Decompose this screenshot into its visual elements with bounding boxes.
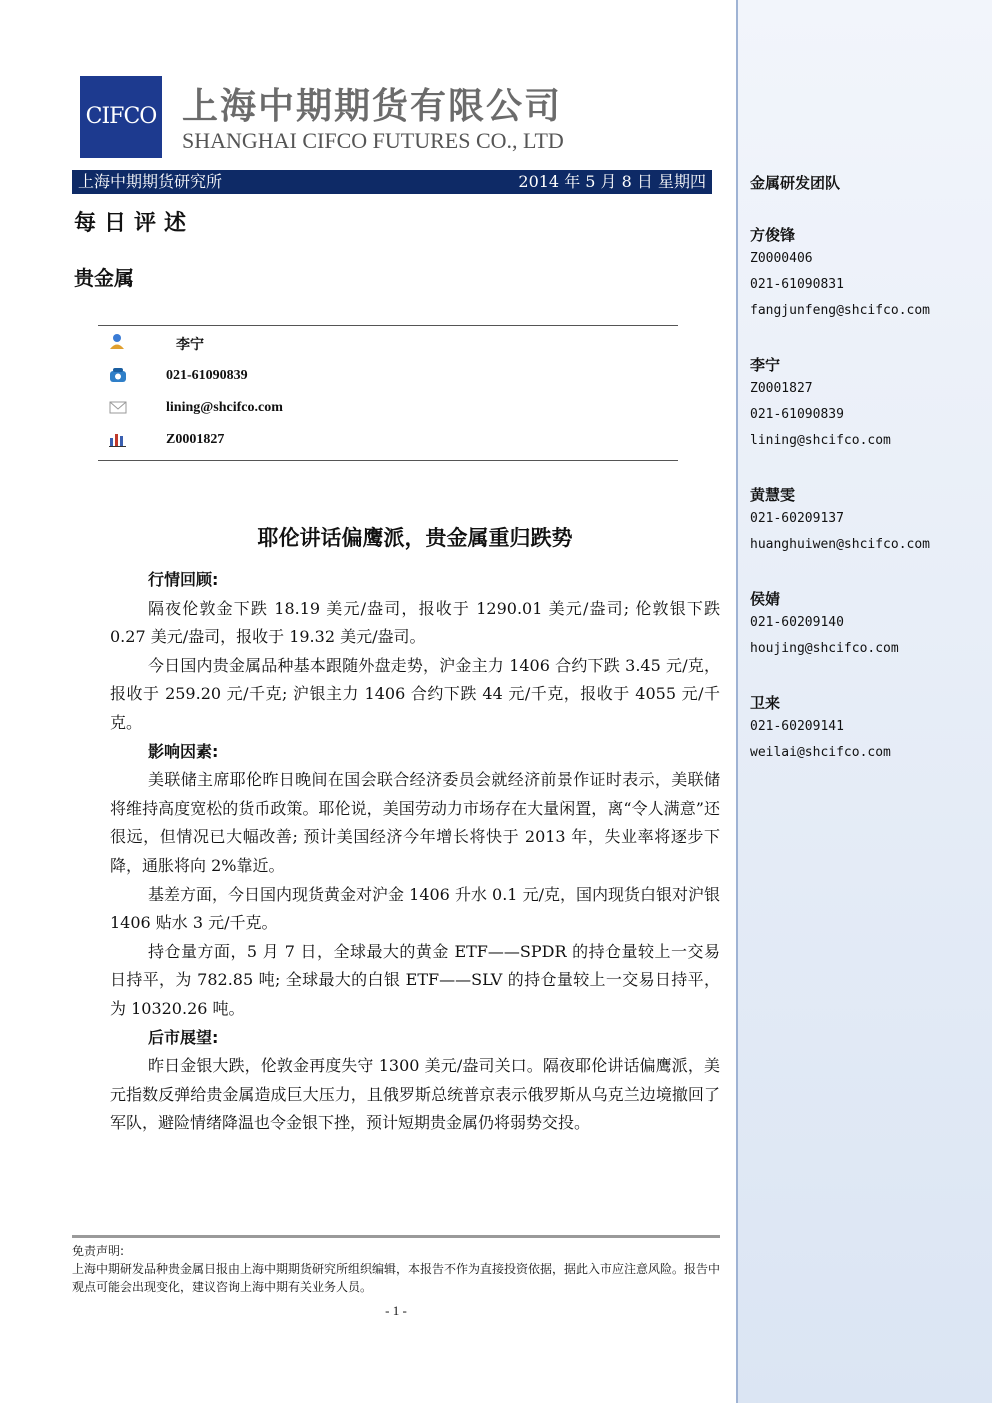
phone-icon — [108, 366, 128, 384]
sidebar-member-email[interactable]: fangjunfeng@shcifco.com — [750, 303, 931, 318]
sidebar-member-name: 卫来 — [750, 694, 781, 712]
author-phone: 021-61090839 — [166, 368, 248, 383]
company-name-cn: 上海中期期货有限公司 — [182, 86, 563, 127]
bar-chart-icon — [108, 430, 128, 448]
sidebar-team-title: 金属研发团队 — [750, 174, 841, 192]
disclaimer-heading: 免责声明: — [72, 1244, 125, 1258]
author-license: Z0001827 — [166, 432, 225, 447]
article-title: 耶伦讲话偏鹰派，贵金属重归跌势 — [257, 526, 573, 550]
paragraph: 持仓量方面，5 月 7 日，全球最大的黄金 ETF——SPDR 的持仓量较上一交易日持平，为 782.85 吨; 全球最大的白银 ETF——SLV 的持仓量较上一交易日持平，为 10320.26 吨。 — [110, 941, 720, 1018]
envelope-icon — [108, 398, 128, 416]
sidebar-member-name: 侯婧 — [750, 590, 781, 608]
sidebar-member-phone: 021-60209141 — [750, 719, 844, 734]
sidebar-member-license: Z0001827 — [750, 381, 813, 396]
author-contact-box — [98, 325, 678, 461]
footer-divider — [72, 1235, 720, 1238]
sidebar-member-phone: 021-61090839 — [750, 407, 844, 422]
sidebar-member-phone: 021-60209137 — [750, 511, 844, 526]
sidebar-member-name: 黄慧雯 — [750, 486, 796, 504]
section-heading: 后市展望: — [148, 1027, 219, 1047]
company-name-en: SHANGHAI CIFCO FUTURES CO., LTD — [182, 128, 564, 153]
person-icon — [108, 332, 128, 350]
sidebar-member-email[interactable]: houjing@shcifco.com — [750, 641, 899, 656]
article-body — [110, 566, 720, 1138]
sidebar-member-license: Z0000406 — [750, 251, 813, 266]
company-logo-mark: CIFCO — [80, 76, 162, 158]
paragraph: 美联储主席耶伦昨日晚间在国会联合经济委员会就经济前景作证时表示，美联储将维持高度宽松的货币政策。耶伦说，美国劳动力市场存在大量闲置，离“令人满意”还很远，但情况已大幅改善; 预计美国经济今年增长将快于 2013 年，失业率将逐步下降，通胀将向 2%靠近。 — [110, 770, 720, 875]
section-heading: 影响因素: — [148, 741, 219, 761]
sidebar-member-email[interactable]: huanghuiwen@shcifco.com — [750, 537, 931, 552]
sidebar — [736, 0, 992, 1403]
sidebar-member-phone: 021-60209140 — [750, 615, 844, 630]
paragraph: 今日国内贵金属品种基本跟随外盘走势，沪金主力 1406 合约下跌 3.45 元/克，报收于 259.20 元/千克; 沪银主力 1406 合约下跌 44 元/千克，报收于 4055 元/千克。 — [110, 655, 720, 732]
paragraph: 隔夜伦敦金下跌 18.19 美元/盎司，报收于 1290.01 美元/盎司; 伦敦银下跌 0.27 美元/盎司，报收于 19.32 美元/盎司。 — [110, 598, 720, 647]
section-heading: 行情回顾: — [148, 570, 219, 589]
author-name: 李宁 — [176, 338, 204, 353]
author-email[interactable]: lining@shcifco.com — [166, 400, 283, 415]
disclaimer — [72, 1242, 720, 1296]
paragraph: 基差方面，今日国内现货黄金对沪金 1406 升水 0.1 元/克，国内现货白银对沪银 1406 贴水 3 元/千克。 — [110, 884, 720, 933]
sidebar-member-name: 李宁 — [750, 356, 781, 374]
header-bar — [72, 170, 712, 194]
disclaimer-text: 上海中期研发品种贵金属日报由上海中期期货研究所组织编辑，本报告不作为直接投资依据，据此入市应注意风险。报告中观点可能会出现变化，建议咨询上海中期有关业务人员。 — [72, 1262, 721, 1294]
report-category: 贵金属 — [74, 266, 134, 290]
sidebar-member-name: 方俊锋 — [750, 226, 796, 244]
sidebar-member-email[interactable]: lining@shcifco.com — [750, 433, 891, 448]
page-number: - 1 - — [385, 1303, 407, 1318]
sidebar-member-email[interactable]: weilai@shcifco.com — [750, 745, 891, 760]
institute-name: 上海中期期货研究所 — [78, 172, 223, 191]
sidebar-member-phone: 021-61090831 — [750, 277, 844, 292]
paragraph: 昨日金银大跌，伦敦金再度失守 1300 美元/盎司关口。隔夜耶伦讲话偏鹰派，美元指数反弹给贵金属造成巨大压力，且俄罗斯总统普京表示俄罗斯从乌克兰边境撤回了军队，避险情绪降温也令金银下挫，预计短期贵金属仍将弱势交投。 — [110, 1056, 720, 1133]
section-title: 每日评述 — [74, 210, 195, 236]
report-date: 2014 年 5 月 8 日 星期四 — [518, 172, 706, 191]
